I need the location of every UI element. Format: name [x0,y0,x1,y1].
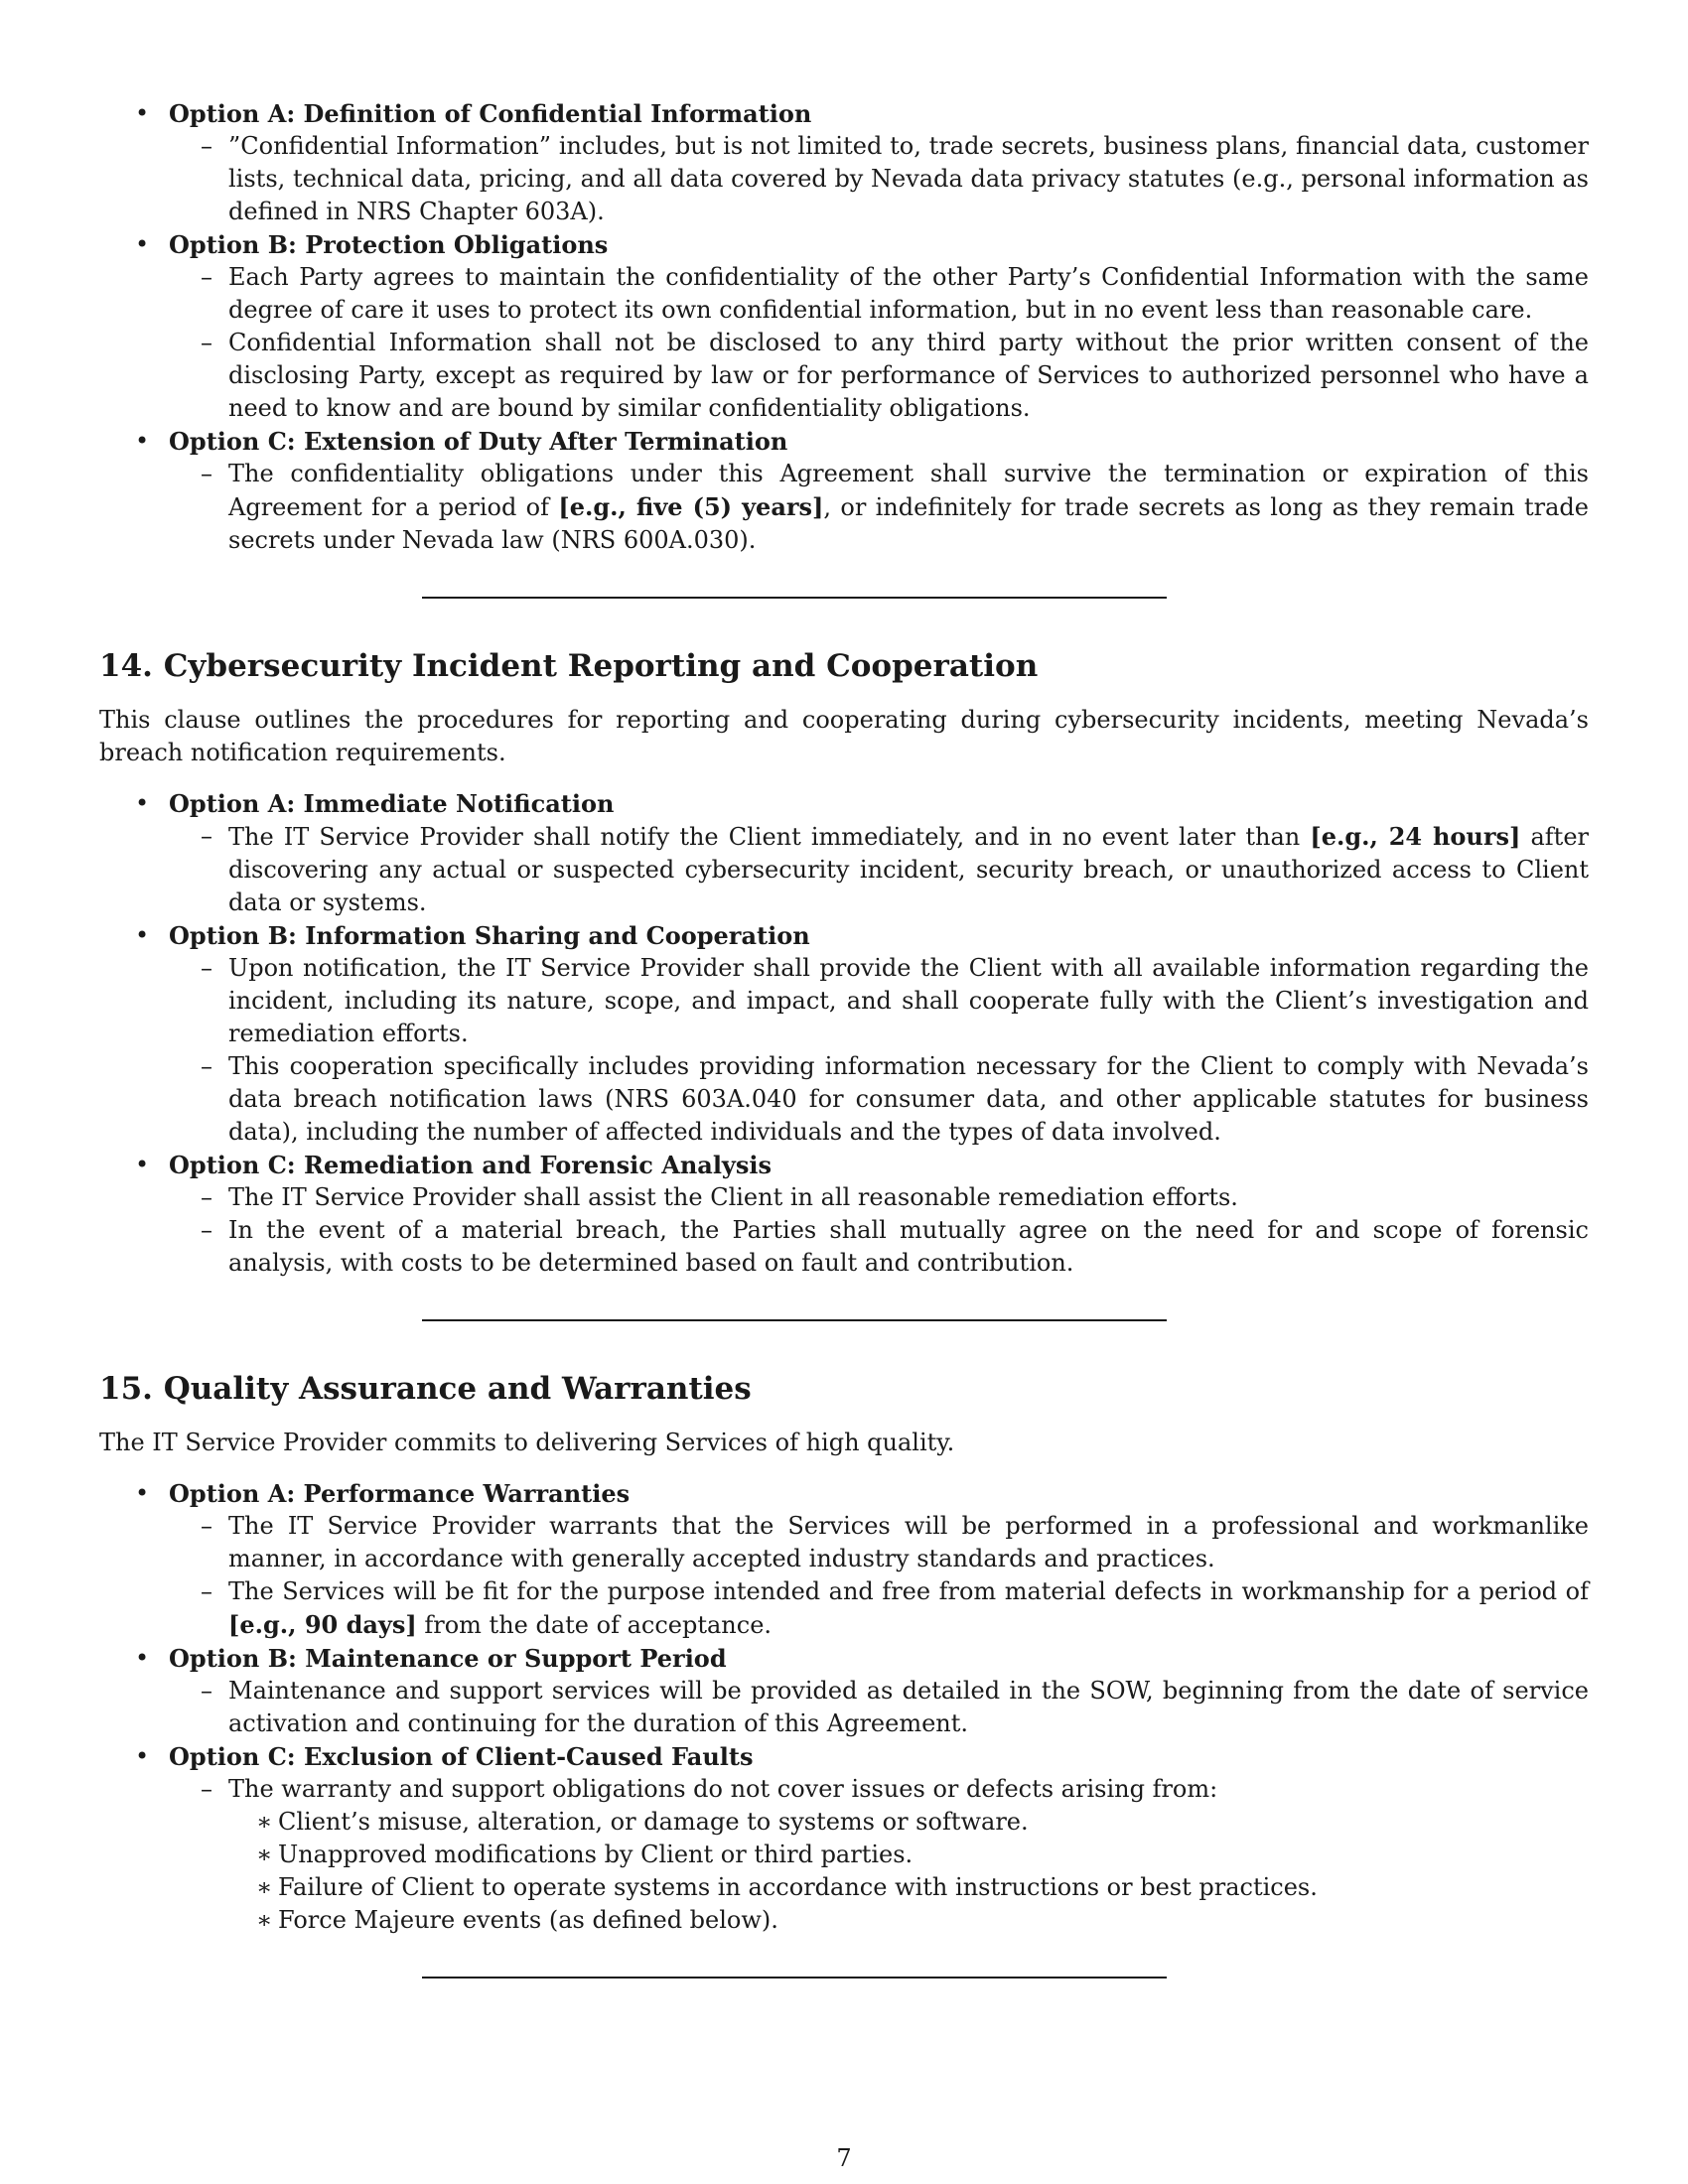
clause-text: The IT Service Provider warrants that the Services will be performed in a professional and workmanlike manner, in accordance with generally accepted industry standards and practices. [228,1512,1589,1572]
clause-text: The IT Service Provider shall notify the Client immediately, and in no event later than [228,823,1311,851]
option-title: • Option A: Immediate Notification [169,789,615,818]
sub-clause-list [228,1806,1589,1937]
clause-item [169,1575,1589,1642]
clause-list [169,1181,1589,1280]
clause-text: In the event of a material breach, the Parties shall mutually agree on the need for and scope of forensic analysis, with costs to be determined based on fault and contribution. [228,1216,1589,1277]
clause-list [169,820,1589,919]
section-14-heading: 14. Cybersecurity Incident Reporting and Cooperation [99,648,1039,684]
section-14-intro: This clause outlines the procedures for reporting and cooperating during cybersecurity incidents, meeting Nevada’s breach notification requirements. [99,706,1589,766]
section-divider [422,597,1167,599]
option-title: • Option B: Information Sharing and Cooperation [169,921,810,950]
clause-text: The Services will be fit for the purpose intended and free from material defects in workmanship for a period of [228,1577,1589,1605]
sub-clause-item: ∗ Client’s misuse, alteration, or damage to systems or software. [228,1806,1589,1839]
clause-text: Maintenance and support services will be provided as detailed in the SOW, beginning from the date of service activation and continuing for the duration of this Agreement. [228,1677,1589,1737]
clause-text: The IT Service Provider shall assist the Client in all reasonable remediation efforts. [228,1183,1238,1211]
section-15-intro: The IT Service Provider commits to delivering Services of high quality. [99,1429,955,1456]
sub-clause-item: ∗ Unapproved modifications by Client or third parties. [228,1839,1589,1871]
clause-item [169,458,1589,557]
option-item [99,1740,1589,1937]
option-item [99,1477,1589,1642]
option-item [99,1149,1589,1280]
option-title: • Option C: Exclusion of Client-Caused Faults [169,1742,754,1771]
option-title: • Option C: Remediation and Forensic Analysis [169,1151,773,1179]
clause-text: , or indefinitely for trade secrets as long as they remain trade secrets under Nevada law (NRS 600A.030). [228,493,1589,554]
placeholder-term: [e.g., 24 hours] [1310,822,1521,851]
option-item [99,787,1589,919]
clause-item [169,820,1589,919]
clause-item [169,130,1589,228]
section-14-options [99,787,1589,1280]
clause-item [169,952,1589,1050]
clause-list [169,1675,1589,1740]
clause-list [169,458,1589,557]
document-body [99,97,1589,1979]
option-title: • Option C: Extension of Duty After Termination [169,427,788,456]
placeholder-term: [e.g., 90 days] [228,1610,417,1639]
option-title: • Option A: Definition of Confidential Information [169,99,812,128]
section-13-options [99,97,1589,557]
clause-text: The confidentiality obligations under this Agreement shall survive the termination or expiration of this Agreement for a period of [228,460,1589,521]
clause-item [169,1050,1589,1149]
clause-list [169,1510,1589,1642]
sub-clause-item: ∗ Force Majeure events (as defined below). [228,1904,1589,1937]
placeholder-term: [e.g., five (5) years] [558,492,824,521]
clause-list [169,952,1589,1149]
clause-item [169,1181,1589,1214]
clause-list [169,261,1589,425]
option-title: • Option B: Maintenance or Support Period [169,1644,727,1673]
section-divider [422,1977,1167,1979]
clause-item [169,1675,1589,1740]
option-title: • Option B: Protection Obligations [169,230,609,259]
clause-text: Confidential Information shall not be disclosed to any third party without the prior written consent of the disclosing Party, except as required by law or for performance of Services to authorized personnel who have a need to know and are bound by similar confidentiality obligations. [228,329,1589,422]
option-title: • Option A: Performance Warranties [169,1479,631,1508]
option-item [99,228,1589,425]
option-item [99,97,1589,228]
clause-text: from the date of acceptance. [416,1611,773,1639]
clause-item [169,1773,1589,1937]
clause-text: Upon notification, the IT Service Provider shall provide the Client with all available information regarding the incident, including its nature, scope, and impact, and shall cooperate fully with the Client’s investigation and remediation efforts. [228,954,1589,1047]
clause-item [169,1214,1589,1280]
clause-list [169,130,1589,228]
sub-clause-item: ∗ Failure of Client to operate systems in accordance with instructions or best practices. [228,1871,1589,1904]
clause-text: The warranty and support obligations do not cover issues or defects arising from: [228,1775,1218,1803]
option-item [99,919,1589,1149]
clause-item [169,261,1589,327]
section-divider [422,1319,1167,1321]
option-item [99,425,1589,557]
clause-text: ”Confidential Information” includes, but is not limited to, trade secrets, business plans, financial data, customer lists, technical data, pricing, and all data covered by Nevada data privacy statutes (e.g., personal information as defined in NRS Chapter 603A). [228,132,1589,225]
clause-text: after discovering any actual or suspected cybersecurity incident, security breach, or unauthorized access to Client data or systems. [228,823,1590,916]
page-number: 7 [836,2144,852,2172]
clause-item [169,1510,1589,1575]
clause-list [169,1773,1589,1937]
section-15-options [99,1477,1589,1937]
option-item [99,1642,1589,1740]
clause-text: Each Party agrees to maintain the confidentiality of the other Party’s Confidential Information with the same degree of care it uses to protect its own confidential information, but in no event less than reasonable care. [228,263,1589,324]
clause-text: This cooperation specifically includes providing information necessary for the Client to comply with Nevada’s data breach notification laws (NRS 603A.040 for consumer data, and other applicable statutes for business data), including the number of affected individuals and the types of data involved. [228,1052,1589,1146]
clause-item [169,327,1589,425]
section-15-heading: 15. Quality Assurance and Warranties [99,1371,752,1407]
